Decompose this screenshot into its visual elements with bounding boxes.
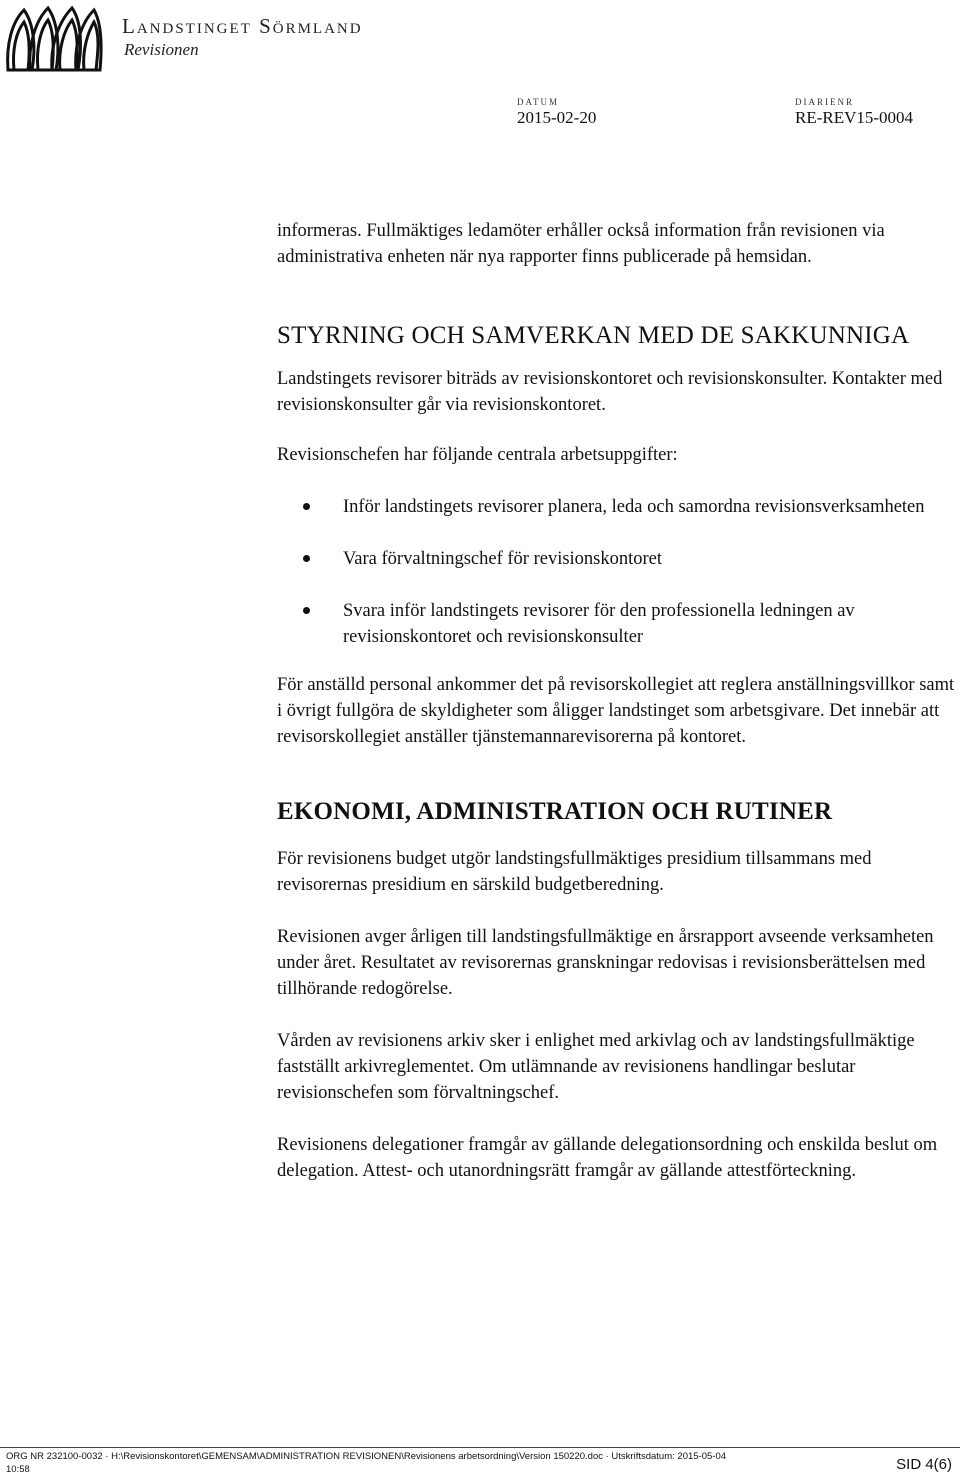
paragraph: Landstingets revisorer biträds av revisionskontoret och revisionskonsulter. Kontakter med revisionskonsulter går via revisionskontoret. [277,369,943,415]
list-item [277,494,957,520]
section-heading-ekonomi: EKONOMI, ADMINISTRATION OCH RUTINER [277,798,833,825]
paragraph: Vården av revisionens arkiv sker i enlighet med arkivlag och av landstingsfullmäktige fastställt arkivreglementet. Om utlämnande av revisionens handlingar beslutar revisionschefen som förvaltningschef. [277,1031,915,1103]
paragraph: För anställd personal ankommer det på revisorskollegiet att reglera anställningsvillkor samt i övrigt fullgöra de skyldigheter som åligger landstinget som arbetsgivare. Det innebär att revisorskollegiet anställer tjänstemannarevisorerna på kontoret. [277,675,955,747]
footer-file-info: ORG NR 232100-0032 · H:\Revisionskontoret\GEMENSAM\ADMINISTRATION REVISIONEN\Revisionens arbetsordning\Version 150220.doc · Utskriftsdatum: 2015-05-04 10:58 [6,1451,727,1475]
organization-name: Landstinget Sörmland [122,14,363,38]
bullet-icon [303,607,310,614]
section-heading-styrning: STYRNING OCH SAMVERKAN MED DE SAKKUNNIGA [277,322,910,349]
organization-unit: Revisionen [124,40,199,59]
footer-divider [0,1447,960,1448]
paragraph: Revisionens delegationer framgår av gällande delegationsordning och enskilda beslut om delegation. Attest- och utanordningsrätt framgår av gällande attestförteckning. [277,1135,938,1181]
list-item [277,598,957,650]
document-body [277,218,957,1184]
task-list [277,494,957,650]
crown-logo-icon [4,4,104,74]
list-item-text: Vara förvaltningschef för revisionskontoret [343,549,663,569]
diarienr-label: DIARIENR [795,97,854,107]
diarienr-value: RE-REV15-0004 [795,108,914,127]
date-value: 2015-02-20 [517,108,597,127]
intro-paragraph: informeras. Fullmäktiges ledamöter erhåller också information från revisionen via administrativa enheten när nya rapporter finns publicerade på hemsidan. [277,221,885,267]
date-label: DATUM [517,97,560,107]
bullet-icon [303,503,310,510]
paragraph: Revisionen avger årligen till landstingsfullmäktige en årsrapport avseende verksamheten under året. Resultatet av revisorernas granskningar redovisas i revisionsberättelsen med tillhörande redogörelse. [277,927,934,999]
list-item-text: Svara inför landstingets revisorer för den professionella ledningen av revisionskontoret och revisionskonsulter [343,601,855,647]
list-item-text: Inför landstingets revisorer planera, leda och samordna revisionsverksamheten [343,497,925,517]
bullet-icon [303,555,310,562]
page-number: SID 4(6) [896,1456,952,1473]
paragraph: För revisionens budget utgör landstingsfullmäktiges presidium tillsammans med revisorernas presidium en särskild budgetberedning. [277,849,872,895]
list-item [277,546,957,572]
paragraph: Revisionschefen har följande centrala arbetsuppgifter: [277,445,678,465]
